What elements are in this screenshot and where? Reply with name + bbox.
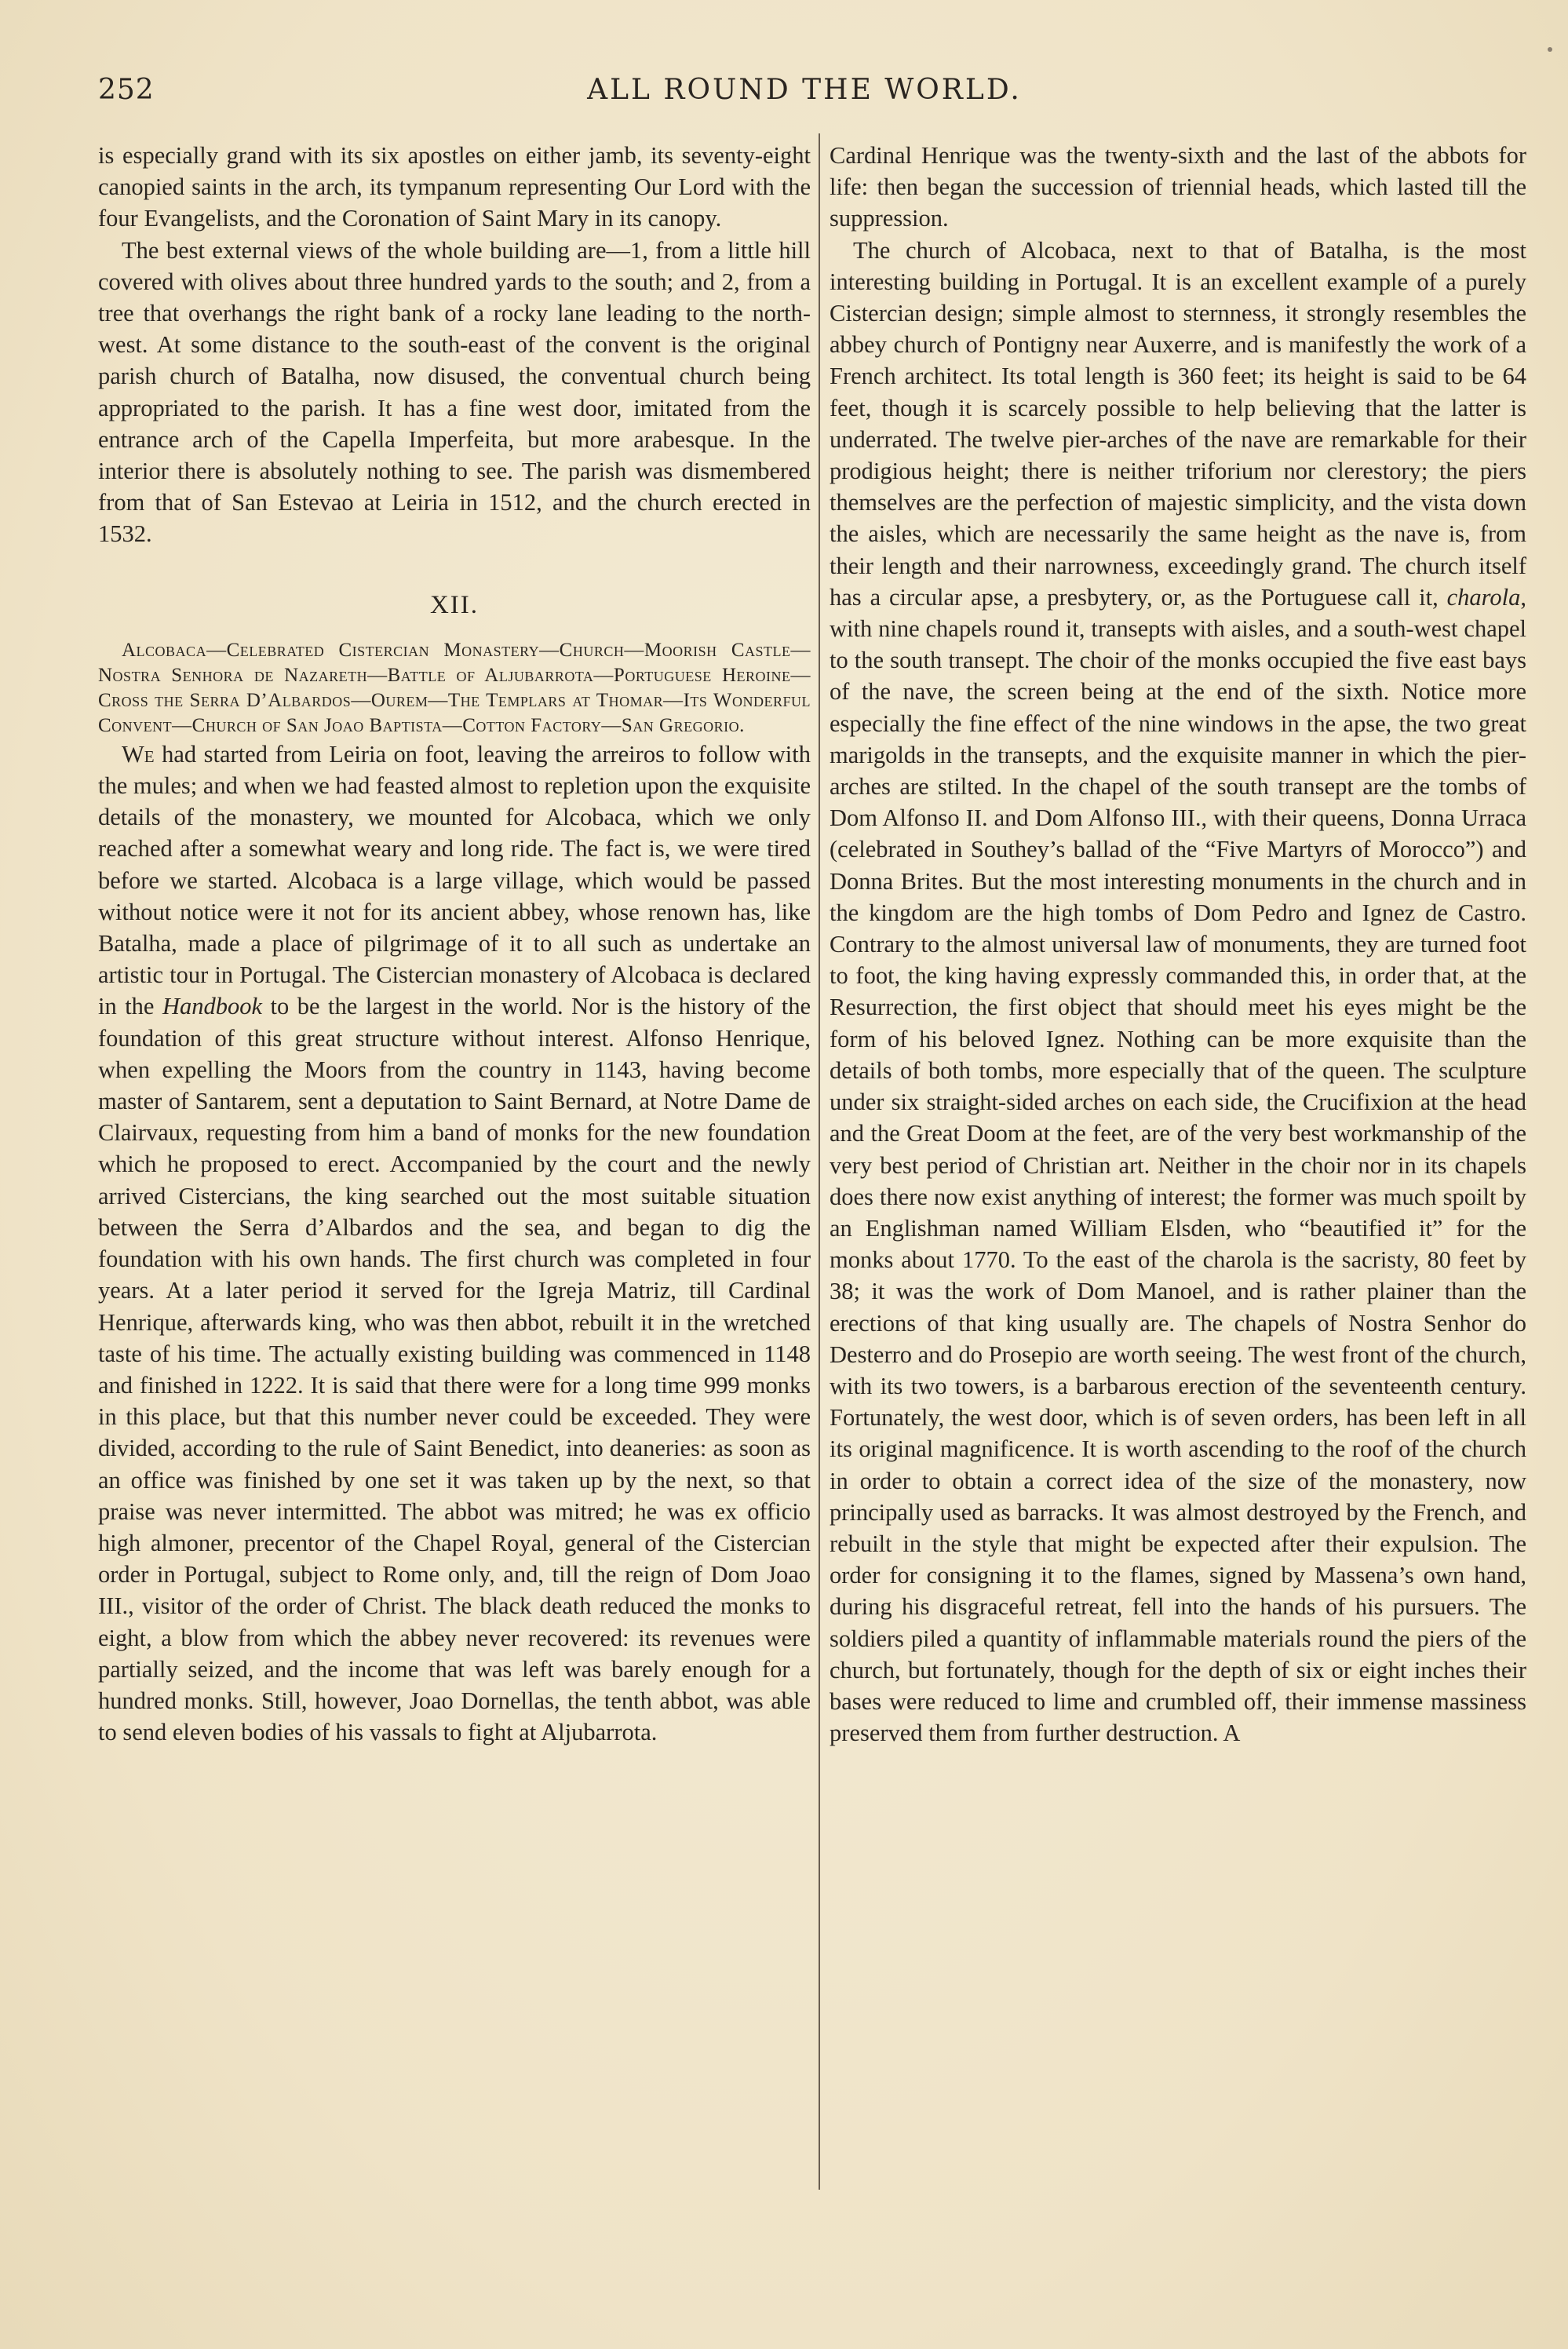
right-column xyxy=(830,140,1526,1749)
paragraph-text: The church of Alcobaca, next to that of Batalha, is the most interesting building in Portugal. It is an excellent example of a purely Cistercian design; simple almost to sternness, it strongly resembles the abbey church of Pontigny near Auxerre, and is manifestly the work of a French architect. Its total length is 360 feet; its height is said to be 64 feet, though it is scarcely possible to help believing that the latter is underrated. The twelve pier-arches of the nave are remarkable for their prodigious height; there is neither triforium nor clerestory; the piers themselves are the perfection of majestic simplicity, and the vista down the aisles, which are necessarily the same height as the nave is, from their length and their narrowness, exceedingly grand. The church itself has a circular apse, a presbytery, or, as the Portuguese call it, xyxy=(830,236,1526,611)
page-number: 252 xyxy=(98,74,155,106)
paragraph xyxy=(98,739,811,1749)
section-number: XII. xyxy=(429,590,480,619)
paragraph-text: , with nine chapels round it, transepts with aisles, and a south-west chapel to the south transept. The choir of the monks occupied the five east bays of the nave, the screen being at the end of the sixth. Notice more especially the fine effect of the nine windows in the apse, the two great marigolds in the transepts, and the exquisite manner in which the pier-arches are stilted. In the chapel of the south transept are the tombs of Dom Alfonso II. and Dom Alfonso III., with their queens, Donna Urraca (celebrated in Southey’s ballad of the “Five Martyrs of Morocco”) and Donna Brites. But the most interesting monuments in the church and in the kingdom are the high tombs of Dom Pedro and Ignez de Castro. Contrary to the almost universal law of monuments, they are turned foot to foot, the king having expressly commanded this, in order that, at the Resurrection, the first object that should meet his eyes might be the form of his beloved Ignez. Nothing can be more exquisite than the details of both tombs, more especially that of the queen. The sculpture under six straight-sided arches on each side, the Crucifixion at the head and the Great Doom at the feet, are of the very best workmanship of the very best period of Christian art. Neither in the choir nor in its chapels does there now exist anything of interest; the former was much spoilt by an Englishman named William Elsden, who “beautified it” for the monks about 1770. To the east of the charola is the sacristy, 80 feet by 38; it was the work of Dom Manoel, and is rather plainer than the erections of that king usually are. The chapels of Nostra Senhor do Desterro and do Prosepio are worth seeing. The west front of the church, with its two towers, is a barbarous erection of the seventeenth century. Fortunately, the west door, which is of seven orders, has been left in all its original magnificence. It is worth ascending to the roof of the church in order to obtain a correct idea of the size of the monastery, now principally used as barracks. It was almost destroyed by the French, and rebuilt in the style that might be expected after their expulsion. The order for consigning it to the flames, signed by Massena’s own hand, during his disgraceful retreat, fell into the hands of his pursuers. The soldiers piled a quantity of inflammable materials round the piers of the church, but fortunately, though for the depth of six or eight inches their bases were reduced to lime and crumbled off, their immense massiness preserved them from further destruction. A xyxy=(830,583,1526,1747)
paragraph: is especially grand with its six apostles on either jamb, its seventy-eight canopied saints in the arch, its tympanum representing Our Lord with the four Evangelists, and the Coronation of Saint Mary in its canopy. xyxy=(98,142,811,232)
italic-term: charola xyxy=(1446,583,1521,611)
paragraph xyxy=(830,235,1526,1749)
running-head: ALL ROUND THE WORLD. xyxy=(587,74,1022,106)
paragraph: The best external views of the whole building are—1, from a little hill covered with olives about three hundred yards to the south; and 2, from a tree that overhangs the right bank of a rocky lane leading to the north-west. At some distance to the south-east of the convent is the original parish church of Batalha, now disused, the conventual church being appropriated to the parish. It has a fine west door, imitated from the entrance arch of the Capella Imperfeita, but more arabesque. In the interior there is absolutely nothing to see. The parish was dismembered from that of San Estevao at Leiria in 1512, and the church erected in 1532. xyxy=(98,236,811,548)
page-header xyxy=(98,74,1511,113)
chapter-synopsis: Alcobaca—Celebrated Cistercian Monastery—Church—Moorish Castle—Nostra Senhora de Nazareth—Battle of Aljubarrota—Portuguese Heroine—Cross the Serra D’Albardos—Ourem—The Templars at Thomar—Its Wonderful Convent—Church of San Joao Baptista—Cotton Factory—San Gregorio. xyxy=(98,639,811,736)
column-rule xyxy=(819,133,820,2190)
italic-term: Handbook xyxy=(162,993,263,1020)
paragraph-text: to be the largest in the world. Nor is the history of the foundation of this great structure without interest. Alfonso Henrique, when expelling the Moors from the country in 1143, having become master of Santarem, sent a deputation to Saint Bernard, at Notre Dame de Clairvaux, requesting from him a band of monks for the new foundation which he proposed to erect. Accompanied by the court and the newly arrived Cistercians, the king searched out the most suitable situation between the Serra d’Albardos and the sea, and began to dig the foundation with his own hands. The first church was completed in four years. At a later period it served for the Igreja Matriz, till Cardinal Henrique, afterwards king, who was then abbot, rebuilt it in the wretched taste of his time. The actually existing building was commenced in 1148 and finished in 1222. It is said that there were for a long time 999 monks in this place, but that this number never could be exceeded. They were divided, according to the rule of Saint Benedict, into deaneries: as soon as an office was finished by one set it was taken up by the next, so that praise was never intermitted. The abbot was mitred; he was ex officio high almoner, precentor of the Chapel Royal, general of the Cistercian order in Portugal, subject to Rome only, and, till the reign of Dom Joao III., visitor of the order of Christ. The black death reduced the monks to eight, a blow from which the abbey never recovered: its revenues were partially seized, and the income that was left was barely enough for a hundred monks. Still, however, Joao Dornellas, the tenth abbot, was able to send eleven bodies of his vassals to fight at Aljubarrota. xyxy=(98,993,811,1746)
opening-word: We xyxy=(122,740,155,768)
paragraph-text: had started from Leiria on foot, leaving the arreiros to follow with the mules; and when we had feasted almost to repletion upon the exquisite details of the monastery, we mounted for Alcobaca, which we only reached after a somewhat weary and long ride. The fact is, we were tired before we started. Alcobaca is a large village, which would be passed without notice were it not for its ancient abbey, whose renown has, like Batalha, made a place of pilgrimage of it to all such as undertake an artistic tour in Portugal. The Cistercian monastery of Alcobaca is declared in the xyxy=(98,740,811,1020)
left-column xyxy=(98,140,811,1748)
paragraph: Cardinal Henrique was the twenty-sixth and the last of the abbots for life: then began the succession of triennial heads, which lasted till the suppression. xyxy=(830,142,1526,232)
ink-speck xyxy=(1548,47,1552,52)
